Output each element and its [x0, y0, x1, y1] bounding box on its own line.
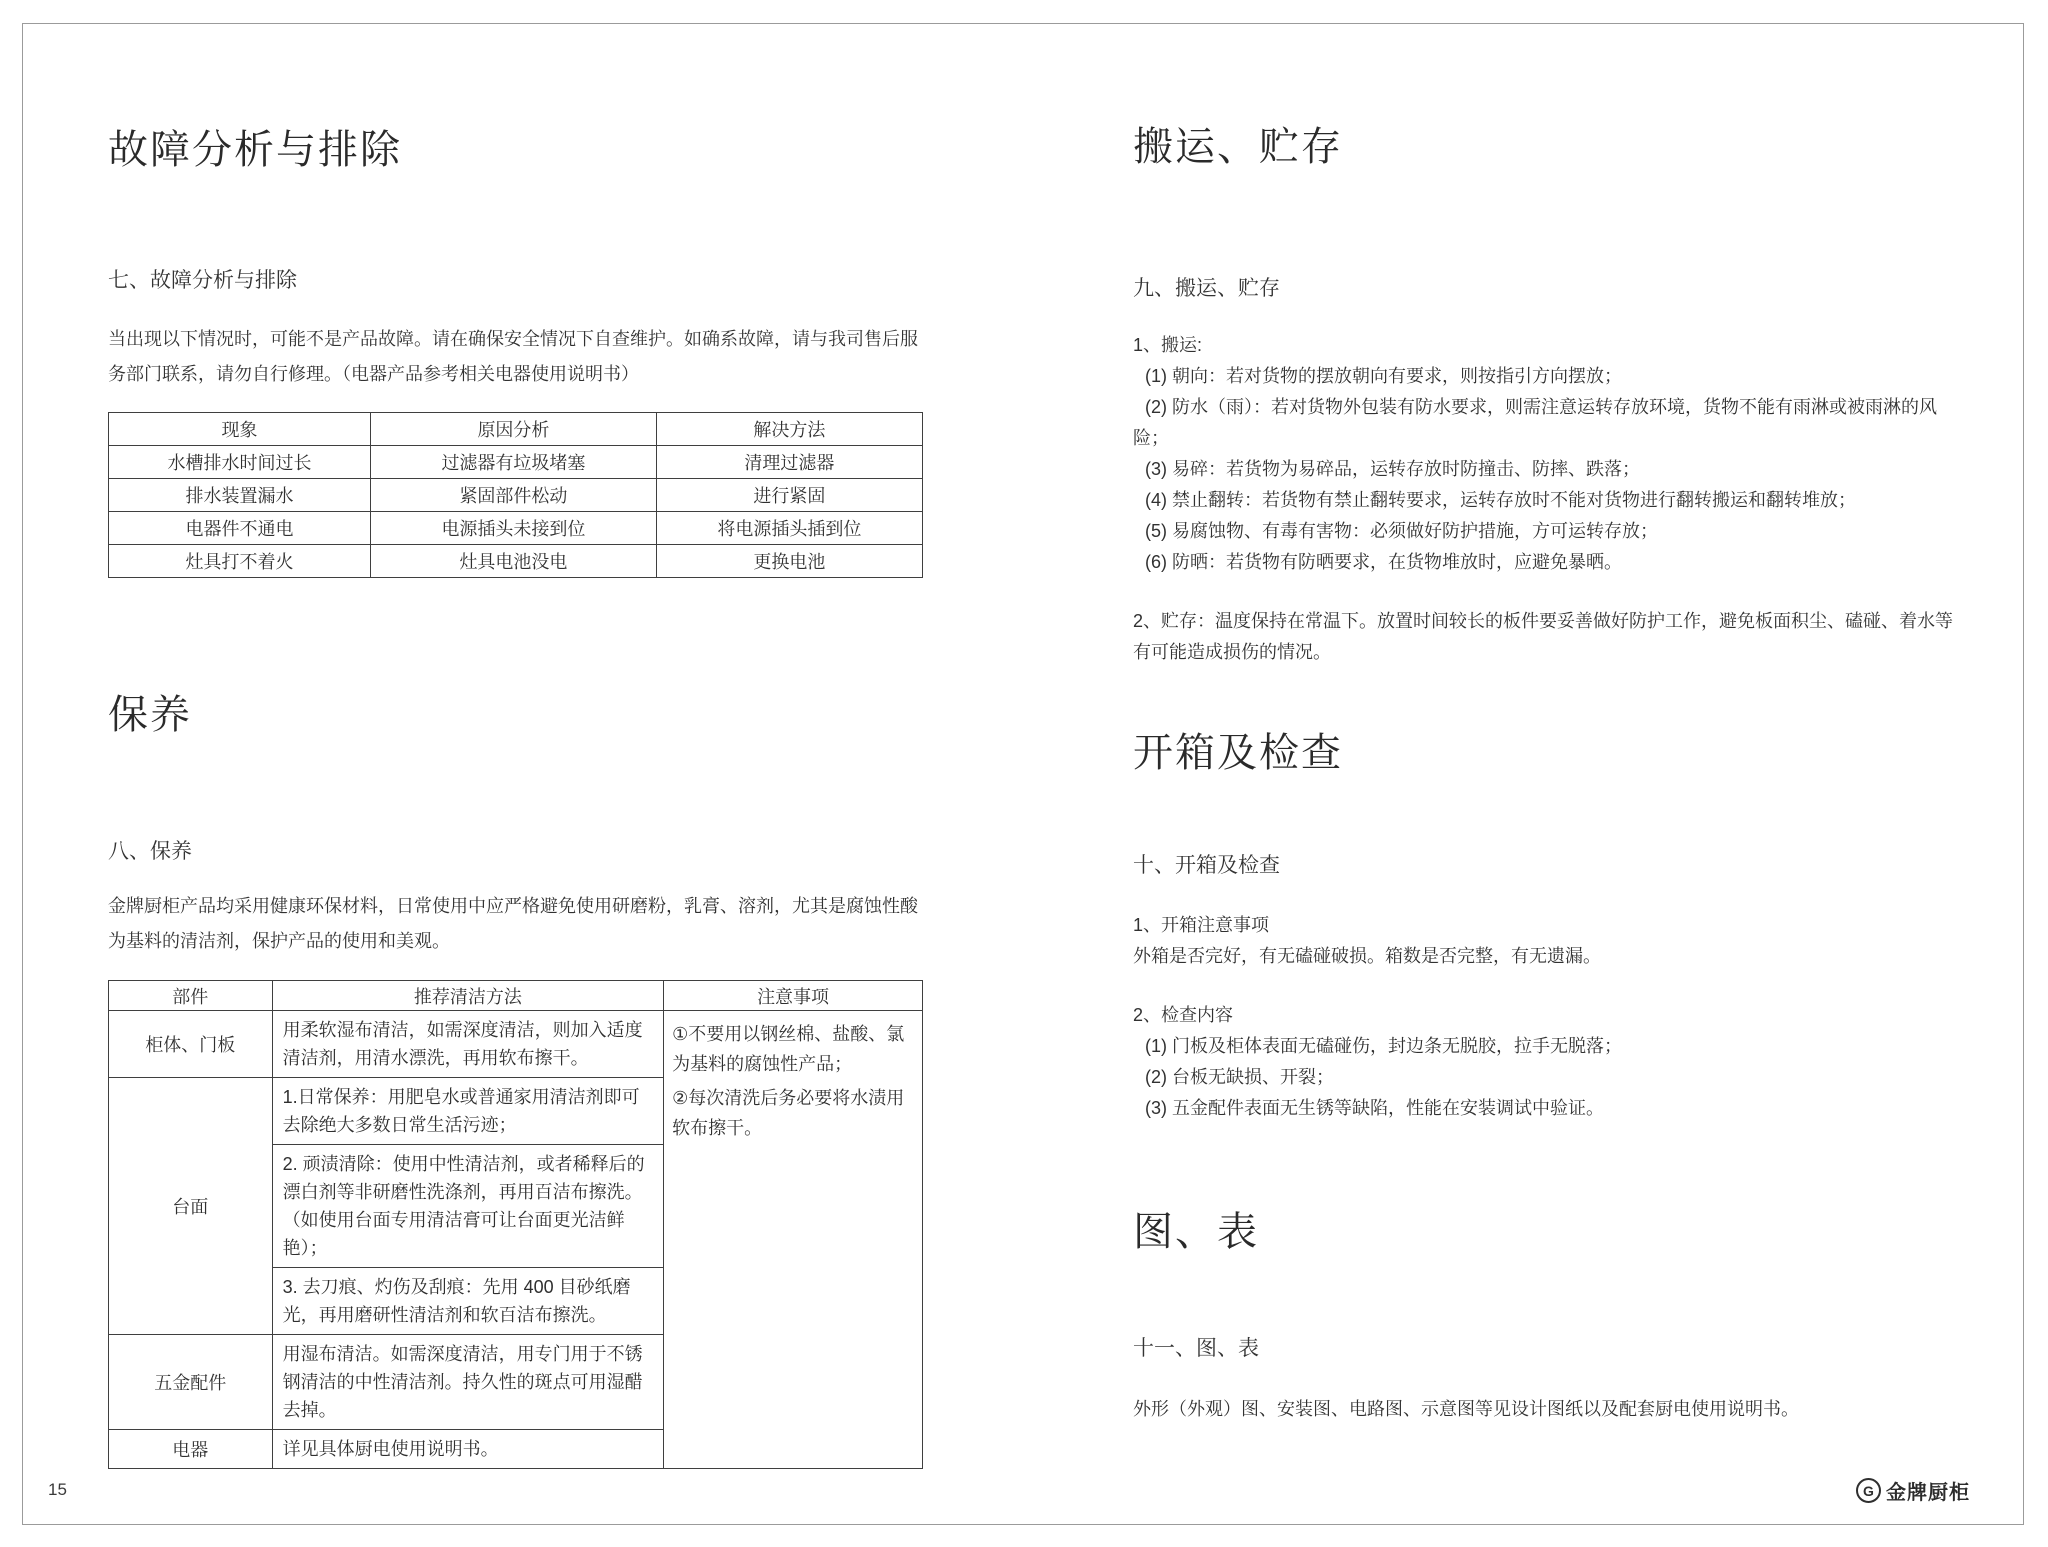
- storage-paragraph: 2、贮存：温度保持在常温下。放置时间较长的板件要妥善做好防护工作，避免板面积尘、磕碰、着水等有可能造成损伤的情况。: [1133, 611, 1954, 662]
- table-cell: 更换电池: [656, 545, 922, 578]
- troubleshooting-table: [108, 412, 923, 578]
- transport-item: (1) 朝向：若对货物的摆放朝向有要求，则按指引方向摆放；: [1145, 366, 1622, 386]
- method-cell: 2. 顽渍清除：使用中性清洁剂，或者稀释后的漂白剂等非研磨性洗涤剂，再用百洁布擦洗。（如使用台面专用清洁膏可让台面更光洁鲜艳）；: [272, 1145, 664, 1268]
- table-cell: 紧固部件松动: [371, 479, 657, 512]
- maintenance-heading: 八、保养: [108, 840, 192, 863]
- maintenance-title: 保养: [108, 693, 192, 737]
- column-header: 现象: [109, 413, 371, 446]
- table-cell: 进行紧固: [656, 479, 922, 512]
- transport-carry-label: 1、搬运:: [1133, 335, 1203, 355]
- method-cell: 3. 去刀痕、灼伤及刮痕：先用 400 目砂纸磨光，再用磨研性清洁剂和软百洁布擦洗。: [272, 1268, 664, 1335]
- right-page: [1133, 0, 1957, 1547]
- table-row: [109, 479, 923, 512]
- transport-item: (4) 禁止翻转：若货物有禁止翻转要求，运转存放时不能对货物进行翻转搬运和翻转堆放；: [1145, 490, 1856, 510]
- transport-item: (3) 易碎：若货物为易碎品，运转存放时防撞击、防摔、跌落；: [1145, 459, 1640, 479]
- brand-g-icon: G: [1856, 1478, 1881, 1503]
- table-cell: 灶具电池没电: [371, 545, 657, 578]
- unpacking-title: 开箱及检查: [1133, 731, 1343, 775]
- transport-item: (5) 易腐蚀物、有毒有害物：必须做好防护措施，方可运转存放；: [1145, 521, 1658, 541]
- transport-list: [1133, 330, 1957, 578]
- table-header-row: [109, 981, 923, 1011]
- note-item: ②每次清洗后务必要将水渍用软布擦干。: [672, 1088, 905, 1138]
- column-header: 注意事项: [664, 981, 923, 1011]
- unpacking-checklist: [1133, 1000, 1957, 1124]
- maintenance-table: [108, 980, 923, 1469]
- part-cell: 电器: [109, 1430, 273, 1469]
- table-row: [109, 1011, 923, 1078]
- figures-heading: 十一、图、表: [1133, 1337, 1259, 1360]
- left-page: [108, 0, 923, 1547]
- method-cell: 1.日常保养：用肥皂水或普通家用清洁剂即可去除绝大多数日常生活污迹；: [272, 1078, 664, 1145]
- figures-text: 外形（外观）图、安装图、电路图、示意图等见设计图纸以及配套厨电使用说明书。: [1133, 1399, 1799, 1419]
- notes-cell: [664, 1011, 923, 1469]
- maintenance-intro: 金牌厨柜产品均采用健康环保材料，日常使用中应严格避免使用研磨粉，乳膏、溶剂，尤其是腐蚀性酸为基料的清洁剂，保护产品的使用和美观。: [108, 896, 918, 951]
- unpacking-notes: [1133, 910, 1957, 972]
- table-cell: 水槽排水时间过长: [109, 446, 371, 479]
- table-row: [109, 545, 923, 578]
- unpacking-note-text: 外箱是否完好，有无磕碰破损。箱数是否完整，有无遗漏。: [1133, 946, 1601, 966]
- transport-item: (6) 防晒：若货物有防晒要求，在货物堆放时，应避免暴晒。: [1145, 552, 1622, 572]
- method-cell: 用柔软湿布清洁，如需深度清洁，则加入适度清洁剂，用清水漂洗，再用软布擦干。: [272, 1011, 664, 1078]
- table-cell: 排水装置漏水: [109, 479, 371, 512]
- table-cell: 将电源插头插到位: [656, 512, 922, 545]
- unpacking-heading: 十、开箱及检查: [1133, 854, 1280, 877]
- check-item: (3) 五金配件表面无生锈等缺陷，性能在安装调试中验证。: [1145, 1098, 1604, 1118]
- table-row: [109, 512, 923, 545]
- troubleshooting-heading: 七、故障分析与排除: [108, 269, 297, 292]
- check-item: (1) 门板及柜体表面无磕碰伤，封边条无脱胶，拉手无脱落；: [1145, 1036, 1622, 1056]
- troubleshooting-intro: 当出现以下情况时，可能不是产品故障。请在确保安全情况下自查维护。如确系故障，请与我司售后服务部门联系，请勿自行修理。（电器产品参考相关电器使用说明书）: [108, 329, 918, 384]
- check-item: (2) 台板无缺损、开裂；: [1145, 1067, 1334, 1087]
- table-cell: 过滤器有垃圾堵塞: [371, 446, 657, 479]
- part-cell: 台面: [109, 1078, 273, 1335]
- column-header: 推荐清洁方法: [272, 981, 664, 1011]
- page-number: 15: [48, 1480, 67, 1499]
- check-label: 2、检查内容: [1133, 1005, 1234, 1025]
- table-cell: 电器件不通电: [109, 512, 371, 545]
- transport-item: (2) 防水（雨）：若对货物外包装有防水要求，则需注意运转存放环境，货物不能有雨淋或被雨淋的风险；: [1133, 397, 1937, 448]
- unpacking-note-label: 1、开箱注意事项: [1133, 915, 1270, 935]
- column-header: 解决方法: [656, 413, 922, 446]
- part-cell: 柜体、门板: [109, 1011, 273, 1078]
- column-header: 部件: [109, 981, 273, 1011]
- column-header: 原因分析: [371, 413, 657, 446]
- note-item: ①不要用以钢丝棉、盐酸、氯为基料的腐蚀性产品；: [672, 1024, 905, 1074]
- transport-heading: 九、搬运、贮存: [1133, 277, 1280, 300]
- method-cell: 用湿布清洁。如需深度清洁，用专门用于不锈钢清洁的中性清洁剂。持久性的斑点可用湿醋去掉。: [272, 1335, 664, 1430]
- figures-title: 图、表: [1133, 1210, 1259, 1254]
- table-cell: 电源插头未接到位: [371, 512, 657, 545]
- transport-title: 搬运、贮存: [1133, 125, 1343, 169]
- table-row: [109, 446, 923, 479]
- brand-logo: [1856, 1476, 1970, 1505]
- table-cell: 灶具打不着火: [109, 545, 371, 578]
- table-cell: 清理过滤器: [656, 446, 922, 479]
- brand-name: 金牌厨柜: [1886, 1482, 1970, 1504]
- method-cell: 详见具体厨电使用说明书。: [272, 1430, 664, 1469]
- table-header-row: [109, 413, 923, 446]
- part-cell: 五金配件: [109, 1335, 273, 1430]
- troubleshooting-title: 故障分析与排除: [108, 128, 402, 172]
